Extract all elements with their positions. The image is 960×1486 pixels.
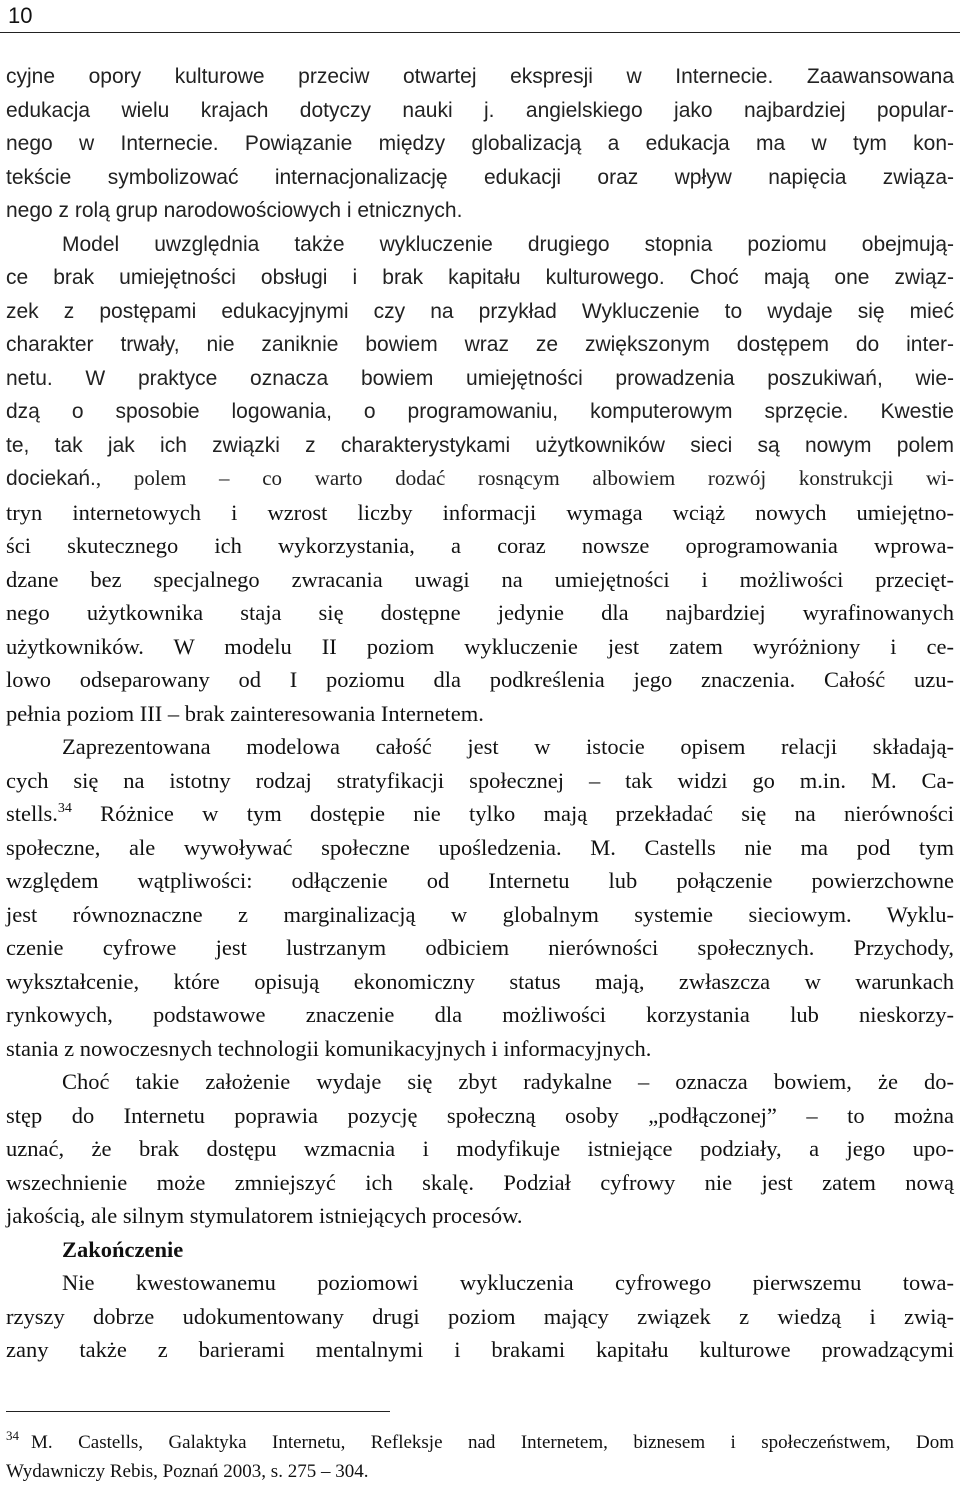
text-line xyxy=(6,395,954,429)
text-line: Zaprezentowana modelowa całość jest w istocie opisem relacji składają- xyxy=(62,734,954,759)
text-span: Różnice w tym dostępie nie tylko mają przekładać się na nierówności xyxy=(71,801,954,826)
text-line: stania z nowoczesnych technologii komunikacyjnych i informacyjnych. xyxy=(6,1035,652,1061)
footnote-reference: 34 xyxy=(57,801,72,816)
text-line: Model uwzględnia także wykluczenie drugiego stopnia poziomu obejmują- xyxy=(62,232,954,256)
text-span: netu. xyxy=(6,366,53,390)
text-line: Choć takie założenie wydaje się zbyt radykalne – oznacza bowiem, że do- xyxy=(62,1069,954,1094)
text-line: względem wątpliwości: odłączenie od Internetu lub połączenie powierzchowne xyxy=(6,868,954,893)
text-line xyxy=(6,797,954,831)
page-number: 10 xyxy=(8,3,33,28)
footnote-text: M. Castells, Galaktyka Internetu, Refleksje nad Internetem, biznesem i społeczeństwem, Dom xyxy=(31,1432,954,1453)
text-span: dociekań. xyxy=(6,467,96,490)
text-span: Choć mają one związ- xyxy=(664,266,955,289)
text-line: tryn internetowych i wzrost liczby informacji wymaga wciąż nowych umiejętno- xyxy=(6,499,954,525)
text-line: wszechnienie może zmniejszyć ich skalę. Podział cyfrowy nie jest zatem nową xyxy=(6,1169,954,1195)
text-span: Kwestie xyxy=(848,400,954,423)
text-line: te, tak jak ich związki z charakterystykami użytkowników sieci są nowym polem xyxy=(6,433,954,457)
text-line: lowo odseparowany od I poziomu dla podkreślenia jego znaczenia. Całość uzu- xyxy=(6,667,954,692)
text-line xyxy=(6,261,954,295)
text-span: dzą o sposobie logowania, o programowaniu, komputerowym sprzęcie. xyxy=(6,400,849,423)
text-line: rzyszy dobrze udokumentowany drugi poziom mający związek z wiedzą i zwią- xyxy=(6,1303,954,1329)
text-line: czenie cyfrowe jest lustrzanym odbiciem nierówności społecznych. Przychody, xyxy=(6,935,954,960)
footnote xyxy=(6,1428,954,1486)
text-span: , polem – co warto dodać rosnącym albowiem rozwój konstrukcji wi- xyxy=(95,466,954,490)
footnote-line xyxy=(6,1428,954,1457)
text-line xyxy=(6,462,954,496)
text-line: wykształcenie, które opisują ekonomiczny status mają, zwłaszcza w warunkach xyxy=(6,968,954,994)
text-line: jest równoznaczne z marginalizacją w globalnym systemie sieciowym. Wyklu- xyxy=(6,901,954,927)
header-rule xyxy=(0,32,960,33)
body-text xyxy=(6,60,954,1367)
section-heading: Zakończenie xyxy=(62,1236,184,1262)
text-line: edukacja wielu krajach dotyczy nauki j. angielskiego jako najbardziej popular- xyxy=(6,98,954,122)
text-line: społeczne, ale wywoływać społeczne upośledzenia. M. Castells nie ma pod tym xyxy=(6,834,954,860)
footnote-separator xyxy=(6,1411,390,1412)
text-span: ce brak umiejętności obsługi i brak kapitału kulturowego. xyxy=(6,266,665,289)
text-line: stęp do Internetu poprawia pozycję społeczną osoby „podłączonej” – to można xyxy=(6,1102,954,1128)
text-line: cyjne opory kulturowe przeciw otwartej ekspresji w Internecie. Zaawansowana xyxy=(6,65,954,88)
text-line: uznać, że brak dostępu wzmacnia i modyfikuje istniejące podziały, a jego upo- xyxy=(6,1136,954,1161)
text-line: nego w Internecie. Powiązanie między globalizacją a edukacja ma w tym kon- xyxy=(6,132,954,155)
text-line xyxy=(6,362,954,396)
text-line: użytkowników. W modelu II poziom wykluczenie jest zatem wyróżniony i ce- xyxy=(6,633,954,659)
footnote-number: 34 xyxy=(6,1428,19,1443)
text-line: rynkowych, podstawowe znaczenie dla możliwości korzystania lub nieskorzy- xyxy=(6,1002,954,1027)
text-line: zek z postępami edukacyjnymi czy na przykład Wykluczenie to wydaje się mieć xyxy=(6,299,954,323)
text-line: dzane bez specjalnego zwracania uwagi na umiejętności i możliwości przecięt- xyxy=(6,566,954,592)
text-line: charakter trwały, nie zaniknie bowiem wraz ze zwiększonym dostępem do inter- xyxy=(6,333,954,356)
footnote-line: Wydawniczy Rebis, Poznań 2003, s. 275 – 304. xyxy=(6,1461,369,1482)
text-line: tekście symbolizować internacjonalizację edukacji oraz wpływ napięcia związa- xyxy=(6,165,954,189)
text-span: stells. xyxy=(6,801,58,826)
text-line: zany także z barierami mentalnymi i brakami kapitału kulturowe prowadzącymi xyxy=(6,1337,954,1362)
text-line: cych się na istotny rodzaj stratyfikacji społecznej – tak widzi go m.in. M. Ca- xyxy=(6,767,954,793)
text-line: nego z rolą grup narodowościowych i etnicznych. xyxy=(6,199,463,222)
text-line: jakością, ale silnym stymulatorem istniejących procesów. xyxy=(6,1203,523,1228)
text-line: Nie kwestowanemu poziomowi wykluczenia cyfrowego pierwszemu towa- xyxy=(62,1270,954,1295)
text-span: W praktyce oznacza bowiem umiejętności prowadzenia poszukiwań, wie- xyxy=(52,366,954,390)
text-line: ści skutecznego ich wykorzystania, a coraz nowsze oprogramowania wprowa- xyxy=(6,533,954,558)
text-line: pełnia poziom III – brak zainteresowania Internetem. xyxy=(6,700,484,726)
text-line: nego użytkownika staja się dostępne jedynie dla najbardziej wyrafinowanych xyxy=(6,600,954,625)
